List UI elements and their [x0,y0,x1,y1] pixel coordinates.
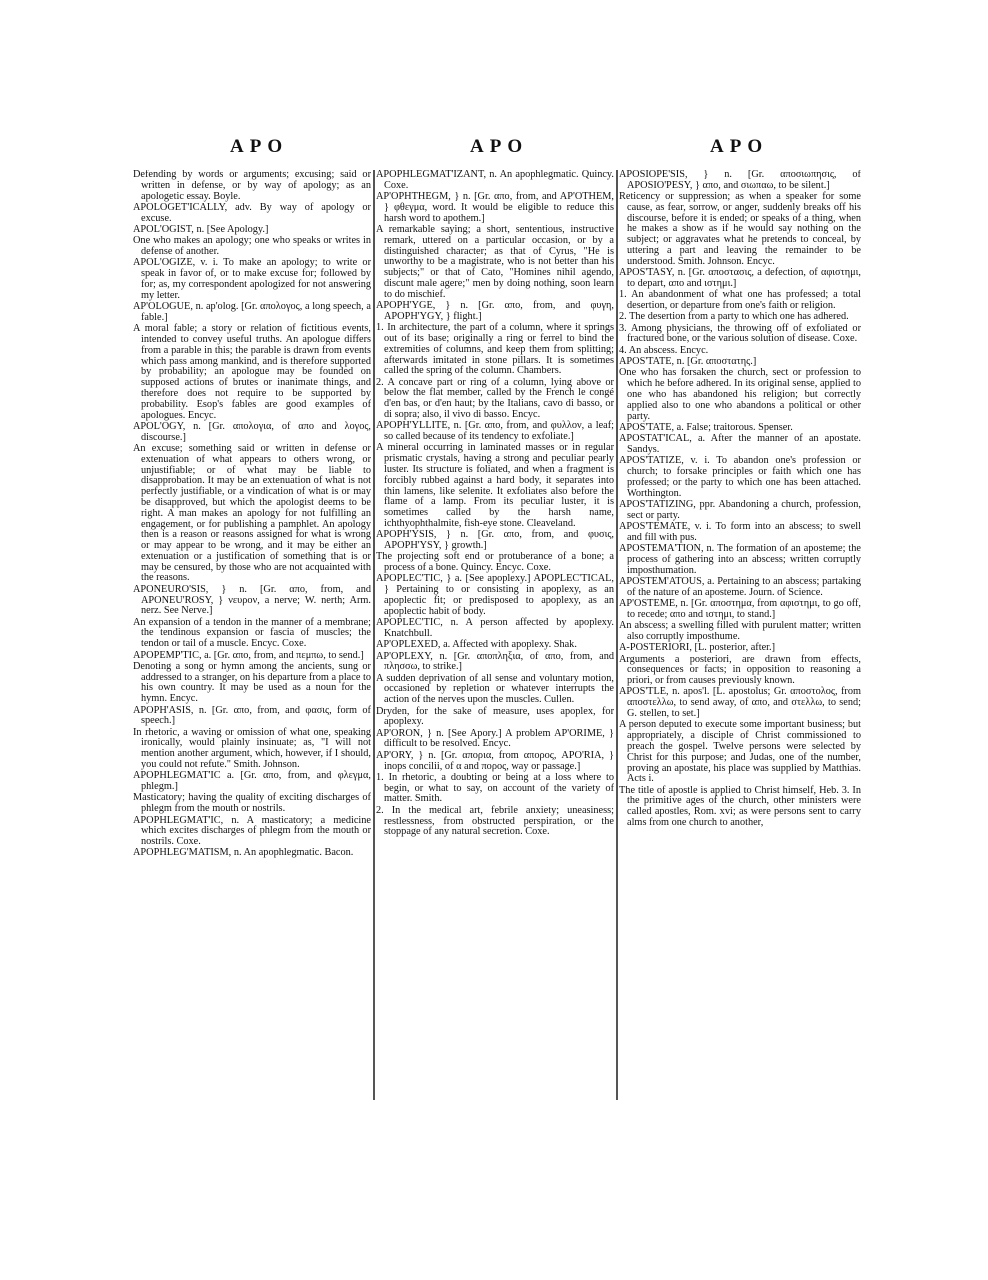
dictionary-entry: AP'OPHTHEGM, } n. [Gr. απο, from, and AP'OTHEM, } φθεγμα, word. It would be eligible to reduce this harsh word to apothem.] [376,191,614,224]
dictionary-entry: APOPLEC'TIC, } a. [See apoplexy.] APOPLEC'TICAL, } Pertaining to or consisting in apoplexy, as an apoplectic fit; or predisposed to apoplexy, as an apoplectic habit of body. [376,573,614,617]
dictionary-entry: APOSTEM'ATOUS, a. Pertaining to an abscess; partaking of the nature of an aposteme. Journ. of Science. [619,575,861,598]
dictionary-entry: The projecting soft end or protuberance of a bone; a process of a bone. Quincy. Encyc. Coxe. [376,551,614,574]
running-header [0,136,988,162]
dictionary-entry: An expansion of a tendon in the manner of a membrane; the tendinous expansion or fascia of muscles; the tendon or tail of a muscle. Encyc. Coxe. [133,616,371,650]
column-rule-right [616,170,618,1100]
column-3 [619,170,861,1100]
dictionary-entry: APOS'TATE, a. False; traitorous. Spenser. [619,421,793,433]
dictionary-entry: 2. The desertion from a party to which one has adhered. [619,311,849,323]
column-1 [133,170,371,1100]
column-2 [376,170,614,1100]
dictionary-entry: 4. An abscess. Encyc. [619,344,709,356]
dictionary-entry: APOS'TLE, n. apos'l. [L. apostolus; Gr. αποστολος, from αποστελλω, to send away, of απο, and στελλω, to send; G. stellen, to set.] [619,686,861,720]
dictionary-entry: APOPHLEGMAT'IZANT, n. An apophlegmatic. Quincy. Coxe. [376,170,614,191]
dictionary-entry: APOL'OGIST, n. [See Apology.] [133,223,269,235]
dictionary-entry: A mineral occurring in laminated masses or in regular prismatic crystals, having a strong and peculiar pearly luster. Its structure is foliated, and when a fragment is forcibly rubbed against a hard body, it separates into thin lamens, like selenite. It exfoliates also before the flame of a lamp. From its peculiar luster, it is sometimes called by the harsh name, ichthyophthalmite, fish-eye stone. Cleaveland. [376,442,614,529]
dictionary-entry: APOPH'YLLITE, n. [Gr. απο, from, and φυλλον, a leaf; so called because of its tendency to exfoliate.] [376,420,614,443]
column-rule-left [373,170,375,1100]
dictionary-entry: APOPHLEGMAT'IC, n. A masticatory; a medicine which excites discharges of phlegm from the mouth or nostrils. Coxe. [133,814,371,848]
dictionary-entry: A moral fable; a story or relation of fictitious events, intended to convey useful truths. An apologue differs from a parable in this; the parable is drawn from events which pass among mankind, and is therefore supported by probability; an apologue may be founded on supposed actions of brutes or inanimate things, and therefore does not require to be supported by probability. Esop's fables are good examples of apologues. Encyc. [133,323,371,421]
dictionary-entry: AP'OPLEXY, n. [Gr. αποπληξια, of απο, from, and πλησσω, to strike.] [376,650,614,673]
dictionary-entry: Defending by words or arguments; excusing; said or written in defense, or by way of apology; as an apologetic essay. Boyle. [133,170,371,202]
dictionary-entry: APOSIOPE'SIS, } n. [Gr. αποσιωπησις, of APOSIO'PESY, } απο, and σιωπαω, to be silent.] [619,170,861,191]
dictionary-entry: AP'OLOGUE, n. ap'olog. [Gr. απολογος, a long speech, a fable.] [133,301,371,323]
dictionary-entry: Dryden, for the sake of measure, uses apoplex, for apoplexy. [376,705,614,728]
dictionary-entry: APONEURO'SIS, } n. [Gr. απο, from, and APONEU'ROSY, } νευρον, a nerve; W. nerth; Arm. nerz. See Nerve.] [133,583,371,617]
dictionary-entry: 2. In the medical art, febrile anxiety; uneasiness; restlessness, from obstructed perspiration, or the stoppage of any natural secretion. Coxe. [376,804,614,838]
dictionary-entry: APOSTAT'ICAL, a. After the manner of an apostate. Sandys. [619,433,861,455]
dictionary-entry: APOLOGET'ICALLY, adv. By way of apology or excuse. [133,201,371,224]
dictionary-entry: AP'OPLEXED, a. Affected with apoplexy. Shak. [376,639,577,651]
dictionary-entry: APOS'TEMATE, v. i. To form into an abscess; to swell and fill with pus. [619,521,861,543]
dictionary-entry: AP'ORY, } n. [Gr. απορια, from απορος, APO'RIA, } inops concilii, of α and πορος, way or passage.] [376,749,614,772]
dictionary-entry: APOPLEC'TIC, n. A person affected by apoplexy. Knatchbull. [376,617,614,639]
running-head-right: APO [710,136,769,157]
dictionary-entry: AP'OSTEME, n. [Gr. αποστημα, from αφιστημι, to go off, to recede; απο and ιστημι, to stand.] [619,598,861,620]
dictionary-entry: 1. In architecture, the part of a column, where it springs out of its base; originally a ring or ferrel to bind the extremities of columns, and keep them from splitting; afterwards imitated in stone pillars. It is sometimes called the spring of the column. Chambers. [376,322,614,377]
dictionary-entry: 2. A concave part or ring of a column, lying above or below the flat member, called by the French le congé d'en bas, or d'en haut; by the Italians, cavo di basso, or di sopra; also, il vivo di basso. Encyc. [376,376,614,421]
dictionary-entry: A sudden deprivation of all sense and voluntary motion, occasioned by repletion or whatever interrupts the action of the nerves upon the muscles. Cullen. [376,672,614,706]
dictionary-entry: APOS'TATIZING, ppr. Abandoning a church, profession, sect or party. [619,498,861,521]
dictionary-entry: In rhetoric, a waving or omission of what one, speaking ironically, would plainly insinuate; as, "I will not mention another argument, which, however, if I should, you could not refute." Smith. Johnson. [133,726,371,771]
dictionary-entry: APOS'TATE, n. [Gr. αποστατης.] [619,356,757,368]
dictionary-entry: A person deputed to execute some important business; but appropriately, a disciple of Christ commissioned to preach the gospel. Twelve persons were selected by Christ for this purpose; and Judas, one of the number, proving an apostate, his place was supplied by Matthias. Acts i. [619,719,861,785]
dictionary-entry: APOSTEMA'TION, n. The formation of an aposteme; the process of gathering into an abscess; written corruptly imposthumation. [619,543,861,576]
dictionary-entry: One who has forsaken the church, sect or profession to which he before adhered. In its original sense, applied to one who has abandoned his religion; but correctly applied also to one who abandons a political or other party. [619,367,861,422]
running-head-center: APO [470,136,529,157]
dictionary-entry: Masticatory; having the quality of exciting discharges of phlegm from the mouth or nostrils. [133,792,371,815]
dictionary-entry: APOPEMP'TIC, a. [Gr. απο, from, and πεμπω, to send.] [133,649,364,661]
dictionary-entry: 3. Among physicians, the throwing off of exfoliated or fractured bone, or the various solution of disease. Coxe. [619,322,861,345]
dictionary-entry: Arguments a posteriori, are drawn from effects, consequences or facts; in opposition to reasoning a priori, or from causes previously known. [619,653,861,687]
dictionary-entry: APOS'TASY, n. [Gr. αποστασις, a defection, of αφιστημι, to depart, απο and ιστημι.] [619,267,861,289]
dictionary-entry: APOL'OGIZE, v. i. To make an apology; to write or speak in favor of, or to make excuse for; followed by for; as, my correspondent apologized for not answering my letter. [133,257,371,301]
dictionary-entry: APOS'TATIZE, v. i. To abandon one's profession or church; to forsake principles or faith which one has professed; or the party to which one has been attached. Worthington. [619,455,861,499]
dictionary-entry: 1. An abandonment of what one has professed; a total desertion, or departure from one's faith or religion. [619,289,861,312]
dictionary-entry: APOPH'YSIS, } n. [Gr. απο, from, and φυσις, APOPH'YSY, } growth.] [376,529,614,552]
dictionary-entry: The title of apostle is applied to Christ himself, Heb. 3. In the primitive ages of the church, other ministers were called apostles, Rom. xvi; as were persons sent to carry alms from one church to another, [619,784,861,829]
dictionary-entry: 1. In rhetoric, a doubting or being at a loss where to begin, or what to say, on account of the variety of matter. Smith. [376,771,614,805]
dictionary-entry: A remarkable saying; a short, sententious, instructive remark, uttered on a particular occasion, or by a distinguished character; as that of Cyrus, "He is unworthy to be a magistrate, who is not better than his subjects;" or that of Cato, "Homines nihil agendo, discunt male agere;" men by doing nothing, soon learn to do mischief. [376,223,614,300]
dictionary-entry: An abscess; a swelling filled with purulent matter; written also corruptly imposthume. [619,620,861,642]
dictionary-entry: AP'ORON, } n. [See Apory.] A problem AP'ORIME, } difficult to be resolved. Encyc. [376,727,614,750]
dictionary-entry: An excuse; something said or written in defense or extenuation of what appears to others wrong, or unjustifiable; or of what may be liable to disapprobation. It may be an extenuation of what is not perfectly justifiable, or a vindication of what is or may be disapproved, but which the apologist deems to be right. A man makes an apology for not fulfilling an engagement, or for publishing a pamphlet. An apology then is a reason or reasons assigned for what is wrong or may appear to be wrong, and it may be either an extenuation or a justification of something that is or may be censured, by those who are not acquainted with the reasons. [133,442,371,584]
dictionary-entry: APOPH'ASIS, n. [Gr. απο, from, and φασις, form of speech.] [133,704,371,727]
dictionary-entry: APOL'OGY, n. [Gr. απολογια, of απο and λογος, discourse.] [133,420,371,443]
running-head-left: APO [230,136,289,157]
dictionary-entry: APOPH'YGE, } n. [Gr. απο, from, and φυγη, APOPH'YGY, } flight.] [376,300,614,322]
dictionary-entry: Denoting a song or hymn among the ancients, sung or addressed to a stranger, on his departure from a place to his own country. It may be used as a noun for the hymn. Encyc. [133,660,371,705]
dictionary-entry: Reticency or suppression; as when a speaker for some cause, as fear, sorrow, or anger, suddenly breaks off his discourse, before it is ended; or speaks of a thing, when he makes a show as if he would say nothing on the subject; or aggravates what he pretends to conceal, by uttering a part and leaving the remainder to be understood. Smith. Johnson. Encyc. [619,191,861,267]
dictionary-entry: APOPHLEG'MATISM, n. An apophlegmatic. Bacon. [133,847,354,859]
dictionary-entry: One who makes an apology; one who speaks or writes in defense of another. [133,235,371,258]
dictionary-entry: A-POSTERIORI, [L. posterior, after.] [619,642,776,654]
dictionary-entry: APOPHLEGMAT'IC a. [Gr. απο, from, and φλεγμα, phlegm.] [133,770,371,793]
